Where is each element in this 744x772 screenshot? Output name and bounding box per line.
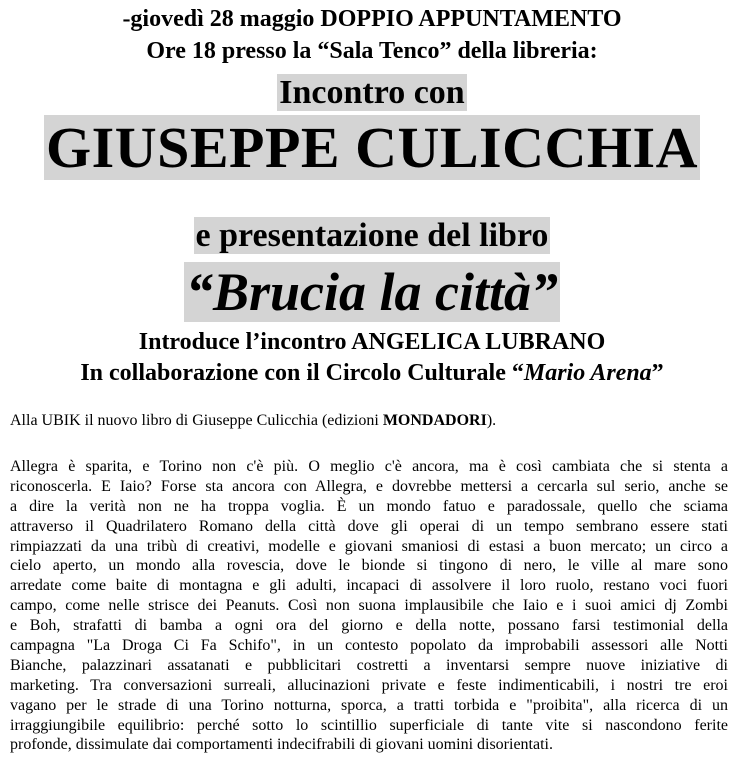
book-description-paragraph: [10, 457, 728, 755]
collaboration-prefix: In collaborazione con il Circolo Culturale “: [80, 360, 524, 386]
author-name-heading: [0, 114, 744, 182]
moderator-line: Introduce l’incontro ANGELICA LUBRANO: [138, 329, 606, 355]
author-name-text: GIUSEPPE CULICCHIA: [46, 115, 698, 180]
intro-suffix: ).: [486, 412, 497, 429]
book-title-text: “Brucia la città”: [185, 262, 558, 322]
description-line: rimpiazzati da una tribù di creativi, modelle e giovani smaniosi di estasi a buon mercato; un circo a: [10, 537, 728, 555]
description-line: Allegra è sparita, e Torino non c'è più. O meglio c'è ancora, ma è così cambiata che si stenta a: [10, 458, 728, 475]
presentation-heading: [0, 216, 744, 256]
intro-prefix: Alla UBIK il nuovo libro di Giuseppe Culicchia (edizioni: [10, 412, 383, 429]
collaboration-suffix: ”: [651, 360, 664, 386]
description-line: marketing. Tra conversazioni surreali, allucinazioni private e feste indimenticabili, i nostri tre eroi: [10, 676, 728, 694]
intro-sentence: [10, 411, 496, 431]
event-date-line: -giovedì 28 maggio DOPPIO APPUNTAMENTO: [122, 6, 622, 32]
collaboration-line: [0, 359, 744, 387]
description-line: cielo aperto, un mondo alla rovescia, dove le bionde si tingono di nero, le ville al mare sono: [10, 557, 728, 575]
meeting-heading-text: Incontro con: [279, 74, 465, 111]
description-line: attraverso il Quadrilatero Romano della città dove gli operai di un tempo sembrano essere stati: [10, 517, 728, 535]
description-line: profonde, dissimulate dai comportamenti indecifrabili di giovani uomini disorientati.: [10, 736, 553, 754]
collaboration-circle-name: Mario Arena: [523, 360, 652, 386]
meeting-heading: [0, 74, 744, 112]
description-line: arredate come baite di montagna e gli adulti, incapaci di assolvere il loro ruolo, restano voci fuori: [10, 577, 728, 595]
description-line: e Boh, strafatti di bamba a ogni ora del giorno e della notte, possano farsi testimonial della: [10, 617, 728, 635]
description-line: campagna "La Droga Ci Fa Schifo", in un contesto popolato da improbabili assessori alle Notti: [10, 637, 728, 655]
description-line: Bianche, palazzinari assatanati e pubblicitari costretti a inventarsi sempre nuove iniziative di: [10, 656, 728, 674]
description-line: riconoscerla. E Iaio? Forse sta ancora con Allegra, e dovrebbe mettersi a cercarla sul serio, anche se: [10, 477, 728, 495]
description-line: a dire la verità non ne ha troppa voglia. È un mondo fatuo e paradossale, quello che sciama: [10, 497, 728, 515]
book-title-heading: [0, 262, 744, 322]
event-location-line: Ore 18 presso la “Sala Tenco” della libreria:: [146, 38, 598, 64]
description-line: vagano per le strade di una Torino notturna, sporca, a tratti torbida e "proibita", alla ricerca di un: [10, 696, 728, 714]
description-line: campo, come nelle strisce dei Peanuts. Così non suona implausibile che Iaio e i suoi amici dj Zombi: [10, 597, 728, 615]
presentation-heading-text: e presentazione del libro: [195, 217, 549, 254]
description-line: irraggiungibile equilibrio: perché sotto lo scintillio superficiale di tante vite si nascondono ferite: [10, 716, 728, 734]
publisher-name: MONDADORI: [382, 412, 487, 429]
